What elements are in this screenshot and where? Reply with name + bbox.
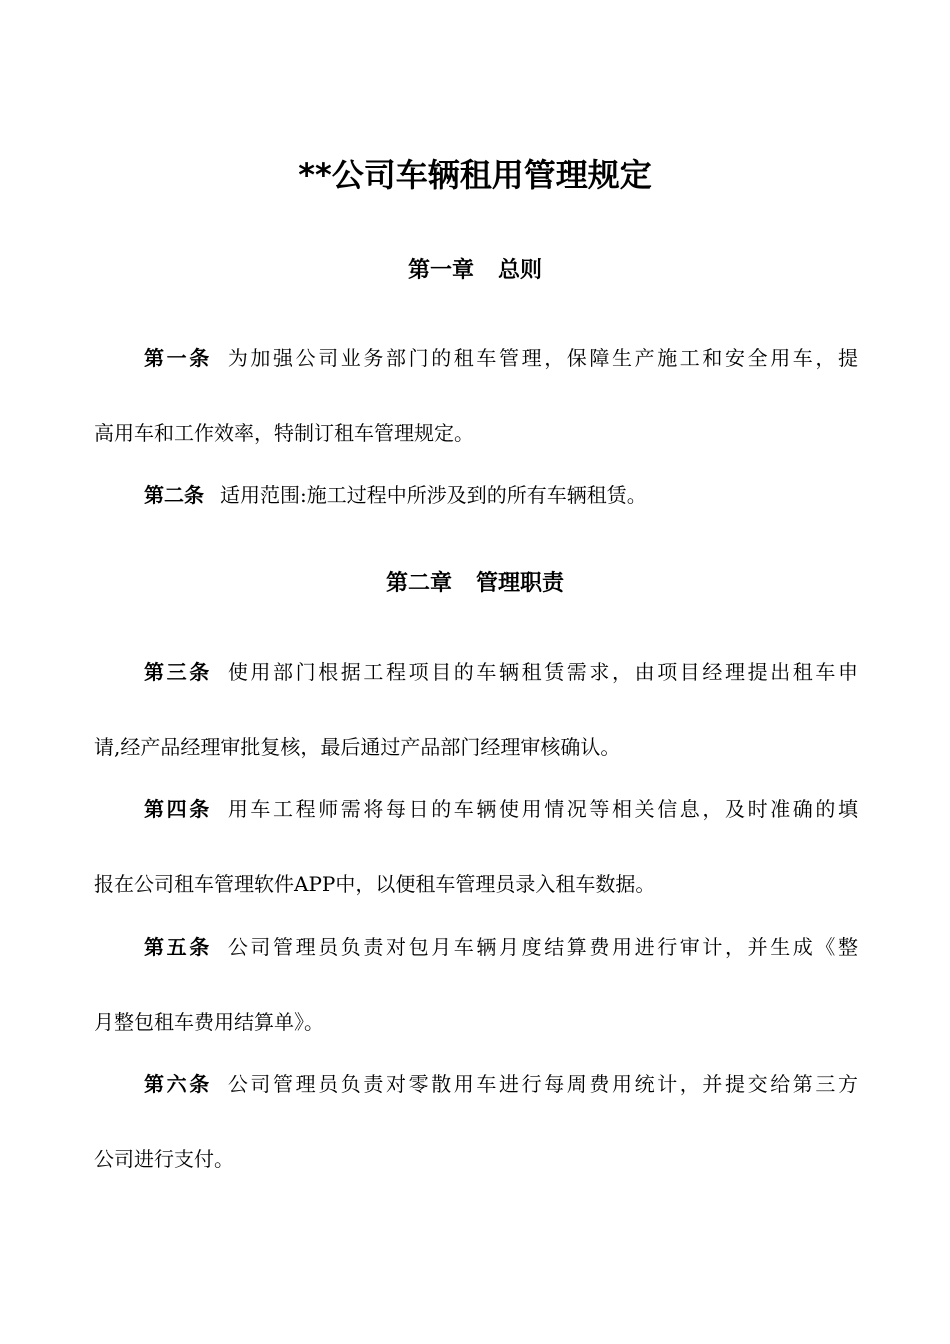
article-3-line-1 bbox=[144, 657, 858, 687]
article-2-line-1 bbox=[144, 480, 647, 510]
article-4-line-2: 报在公司租车管理软件APP中，以便租车管理员录入租车数据。 bbox=[94, 872, 656, 896]
chapter-number: 第二章 bbox=[385, 571, 452, 596]
article-text: 公司管理员负责对包月车辆月度结算费用进行审计，并生成《整 bbox=[227, 935, 859, 959]
article-label: 第三条 bbox=[144, 660, 212, 684]
chapter-name: 总则 bbox=[498, 258, 543, 283]
article-1-line-2: 高用车和工作效率，特制订租车管理规定。 bbox=[94, 421, 474, 445]
article-label: 第四条 bbox=[144, 797, 212, 821]
article-6-line-2: 公司进行支付。 bbox=[94, 1147, 234, 1171]
article-text: 公司管理员负责对零散用车进行每周费用统计，并提交给第三方 bbox=[227, 1072, 859, 1096]
chapter-number: 第一章 bbox=[407, 258, 474, 283]
chapter-name: 管理职责 bbox=[476, 571, 565, 596]
article-text: 使用部门根据工程项目的车辆租赁需求，由项目经理提出租车申 bbox=[227, 660, 859, 684]
article-text: 用车工程师需将每日的车辆使用情况等相关信息，及时准确的填 bbox=[227, 797, 859, 821]
article-label: 第一条 bbox=[144, 346, 212, 370]
chapter-heading-2 bbox=[0, 568, 950, 600]
article-text: 为加强公司业务部门的租车管理，保障生产施工和安全用车，提 bbox=[227, 346, 859, 370]
article-label: 第五条 bbox=[144, 935, 212, 959]
article-6-line-1 bbox=[144, 1069, 858, 1099]
article-text: 适用范围:施工过程中所涉及到的所有车辆租赁。 bbox=[220, 483, 647, 507]
article-label: 第六条 bbox=[144, 1072, 212, 1096]
article-5-line-1 bbox=[144, 932, 858, 962]
article-4-line-1 bbox=[144, 794, 858, 824]
chapter-heading-1 bbox=[0, 255, 950, 287]
article-5-line-2: 月整包租车费用结算单》。 bbox=[94, 1010, 324, 1034]
document-title: **公司车辆租用管理规定 bbox=[298, 156, 652, 194]
article-label: 第二条 bbox=[144, 483, 204, 507]
article-1-line-1 bbox=[144, 343, 858, 373]
article-3-line-2: 请,经产品经理审批复核，最后通过产品部门经理审核确认。 bbox=[94, 735, 621, 759]
